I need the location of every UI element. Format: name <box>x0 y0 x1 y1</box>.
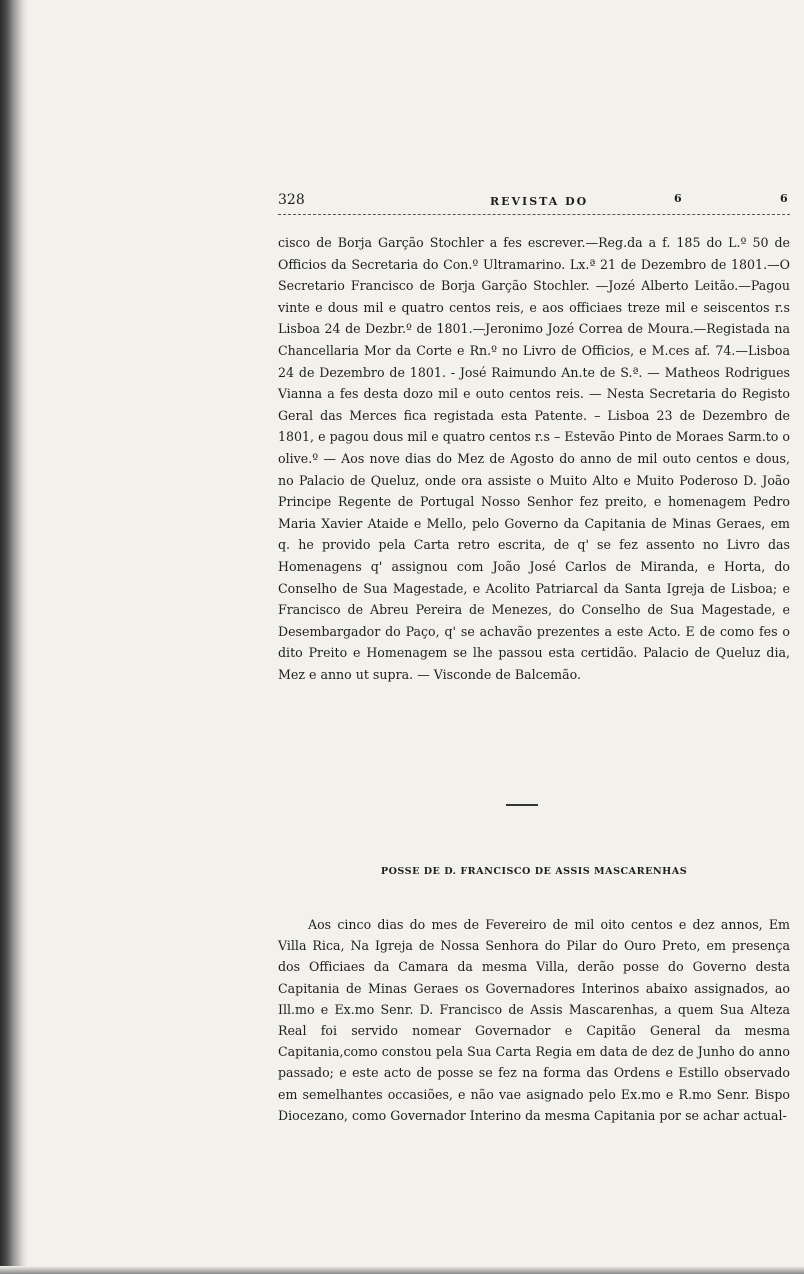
section-heading: POSSE DE D. FRANCISCO DE ASSIS MASCARENHAS <box>380 866 688 877</box>
section-paragraph: Aos cinco dias do mes de Fevereiro de mil oito centos e dez annos, Em Villa Rica, Na Igreja de Nossa Senhora do Pilar do Ouro Preto, em presença dos Officiaes da Camara da mesma Villa, derão posse do Governo desta Capitania de Minas Geraes os Governadores Interinos abaixo assignados, ao Ill.mo e Ex.mo Senr. D. Francisco de Assis Mascarenhas, a quem Sua Alteza Real foi servido nomear Governador e Capitão General da mesma Capitania,como constou pela Sua Carta Regia em data de dez de Junho do anno passado; e este acto de posse se fez na forma das Ordens e Estillo observado em semelhantes occasiões, e não vae asignado pelo Ex.mo e R.mo Senr. Bispo Diocezano, como Governador Interino da mesma Capitania por se achar actual- <box>278 917 790 1123</box>
page-bottom-edge <box>0 1266 804 1274</box>
page-binding-shadow <box>0 0 28 1274</box>
header-mark-left: 6 <box>674 192 682 205</box>
page-header <box>278 192 790 214</box>
section-divider <box>506 804 538 806</box>
header-mark-right: 6 <box>780 192 788 205</box>
page-number: 328 <box>278 192 305 208</box>
body-paragraph: cisco de Borja Garção Stochler a fes escrever.—Reg.da a f. 185 do L.º 50 de Officios da Secretaria do Con.º Ultramarino. Lx.ª 21 de Dezembro de 1801.—O Secretario Francisco de Borja Garção Stochler. —Jozé Alberto Leitão.—Pagou vinte e dous mil e quatro centos reis, e aos officiaes treze mil e seiscentos r.s Lisboa 24 de Dezbr.º de 1801.—Jeronimo Jozé Correa de Moura.—Registada na Chancellaria Mor da Corte e Rn.º no Livro de Officios, e M.ces af. 74.—Lisboa 24 de Dezembro de 1801. - José Raimundo An.te de S.ª. — Matheos Rodrigues Vianna a fes desta dozo mil e outo centos reis. — Nesta Secretaria do Registo Geral das Merces fica registada esta Patente. – Lisboa 23 de Dezembro de 1801, e pagou dous mil e quatro centos r.s – Estevão Pinto de Moraes Sarm.to o olive.º — Aos nove dias do Mez de Agosto do anno de mil outo centos e dous, no Palacio de Queluz, onde ora assiste o Muito Alto e Muito Poderoso D. João Principe Regente de Portugal Nosso Senhor fez preito, e homenagem Pedro Maria Xavier Ataide e Mello, pelo Governo da Capitania de Minas Geraes, em q. he provido pela Carta retro escrita, de q' se fez assento no Livro das Homenagens q' assignou com João José Carlos de Miranda, e Horta, do Conselho de Sua Magestade, e Acolito Patriarcal da Santa Igreja de Lisboa; e Francisco de Abreu Pereira de Menezes, do Conselho de Sua Magestade, e Desembargador do Paço, q' se achavão prezentes a este Acto. E de como fes o dito Preito e Homenagem se lhe passou esta certidão. Palacio de Queluz dia, Mez e anno ut supra. — Visconde de Balcemão. <box>278 235 790 682</box>
header-rule <box>278 214 790 215</box>
running-title: REVISTA DO <box>490 195 589 208</box>
